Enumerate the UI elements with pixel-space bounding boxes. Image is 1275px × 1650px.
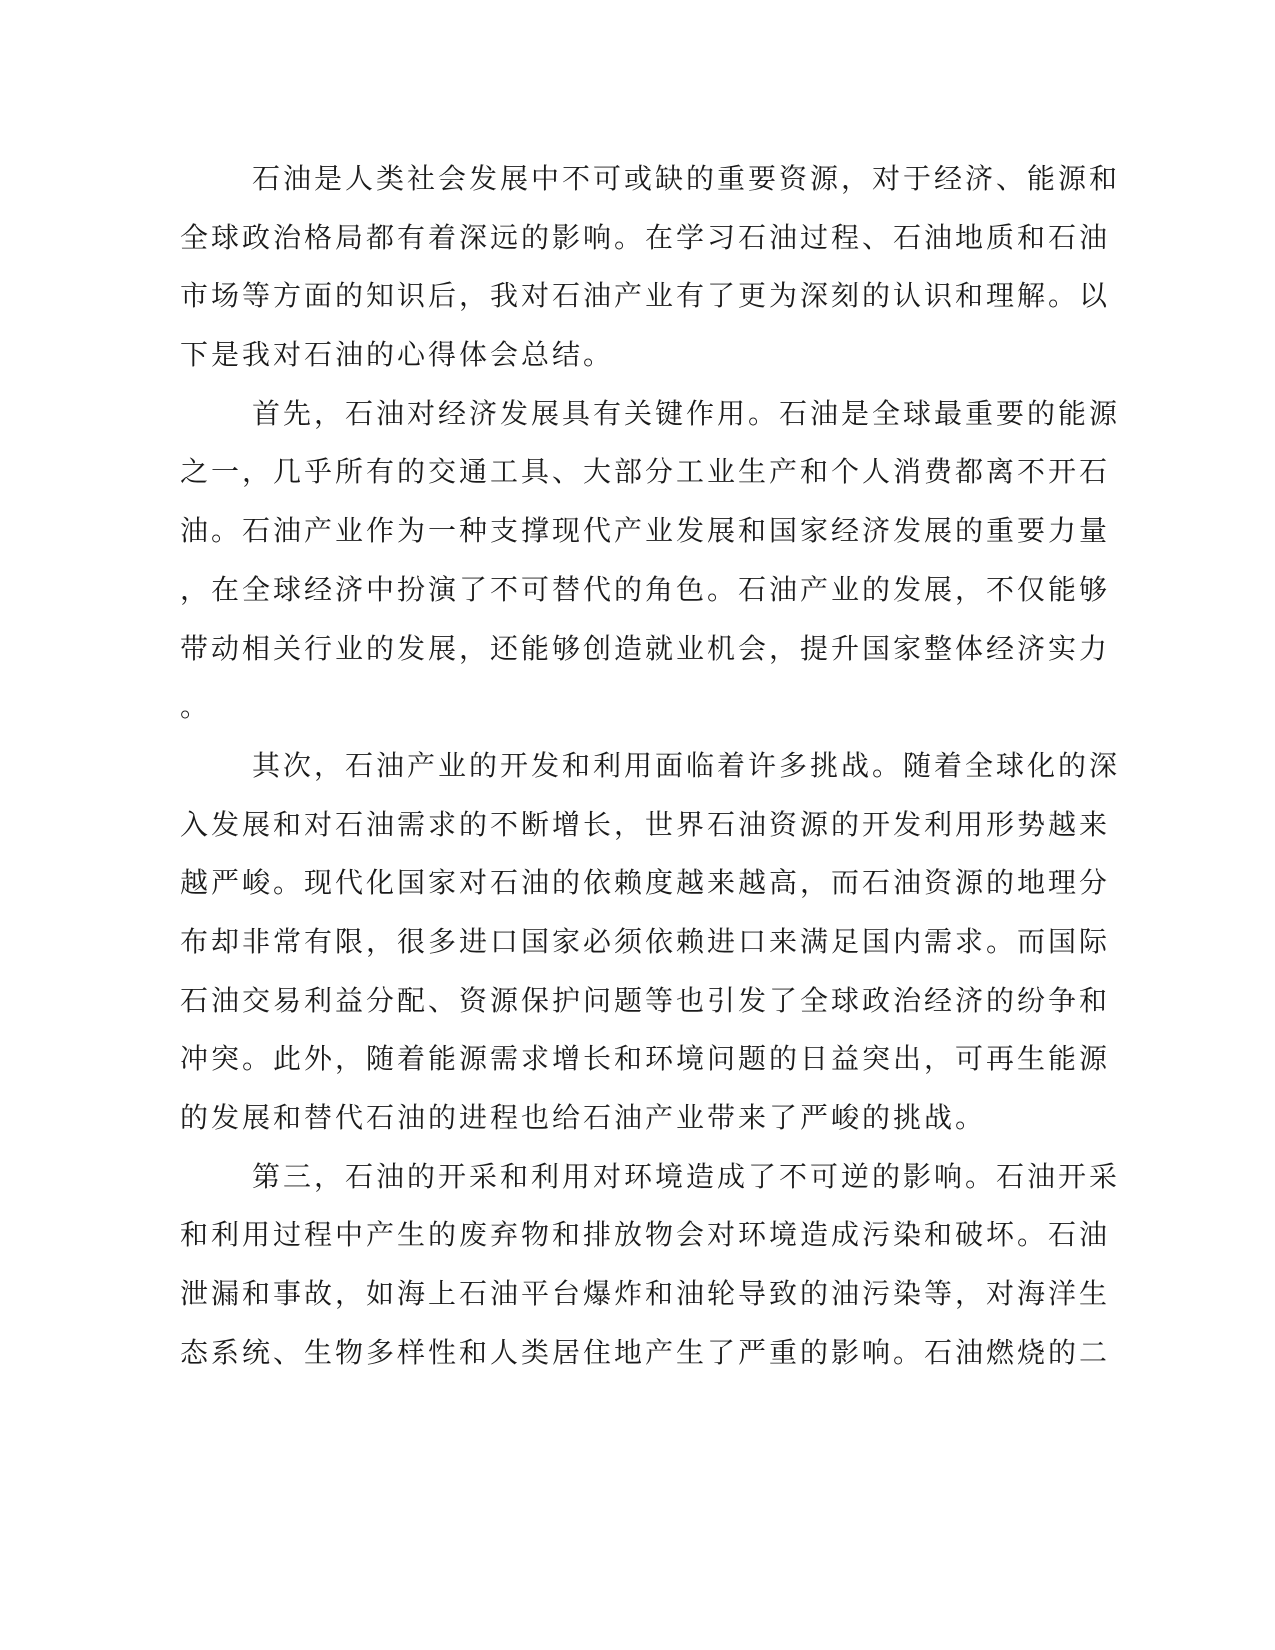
- paragraph-3-line-3: 越严峻。现代化国家对石油的依赖度越来越高，而石油资源的地理分: [180, 866, 1111, 900]
- paragraph-4-line-3: 泄漏和事故，如海上石油平台爆炸和油轮导致的油污染等，对海洋生: [180, 1277, 1111, 1311]
- paragraph-2-line-6: 。: [180, 690, 212, 724]
- paragraph-1-line-4: 下是我对石油的心得体会总结。: [180, 338, 615, 372]
- paragraph-2-line-3: 油。石油产业作为一种支撑现代产业发展和国家经济发展的重要力量: [180, 514, 1111, 548]
- paragraph-3-line-6: 冲突。此外，随着能源需求增长和环境问题的日益突出，可再生能源: [180, 1042, 1111, 1076]
- paragraph-4-line-2: 和利用过程中产生的废弃物和排放物会对环境造成污染和破坏。石油: [180, 1218, 1111, 1252]
- paragraph-1-line-1: 石油是人类社会发展中不可或缺的重要资源，对于经济、能源和: [252, 162, 1121, 195]
- paragraph-3-line-7: 的发展和替代石油的进程也给石油产业带来了严峻的挑战。: [180, 1101, 987, 1134]
- paragraph-2-line-4: ，在全球经济中扮演了不可替代的角色。石油产业的发展，不仅能够: [180, 572, 1111, 606]
- paragraph-3-line-4: 布却非常有限，很多进口国家必须依赖进口来满足国内需求。而国际: [180, 924, 1111, 958]
- paragraph-4-line-4: 态系统、生物多样性和人类居住地产生了严重的影响。石油燃烧的二: [180, 1335, 1111, 1369]
- paragraph-1-line-2: 全球政治格局都有着深远的影响。在学习石油过程、石油地质和石油: [180, 220, 1111, 254]
- paragraph-2-line-1: 首先，石油对经济发展具有关键作用。石油是全球最重要的能源: [252, 396, 1121, 430]
- paragraph-1-line-3: 市场等方面的知识后，我对石油产业有了更为深刻的认识和理解。以: [180, 279, 1111, 313]
- paragraph-2-line-5: 带动相关行业的发展，还能够创造就业机会，提升国家整体经济实力: [180, 631, 1111, 665]
- paragraph-2-line-2: 之一，几乎所有的交通工具、大部分工业生产和个人消费都离不开石: [180, 455, 1111, 489]
- paragraph-3-line-5: 石油交易利益分配、资源保护问题等也引发了全球政治经济的纷争和: [180, 983, 1111, 1017]
- body-text: [180, 150, 1121, 1382]
- paragraph-4-line-1: 第三，石油的开采和利用对环境造成了不可逆的影响。石油开采: [252, 1159, 1121, 1193]
- paragraph-3-line-1: 其次，石油产业的开发和利用面临着许多挑战。随着全球化的深: [252, 748, 1121, 782]
- paragraph-3-line-2: 入发展和对石油需求的不断增长，世界石油资源的开发利用形势越来: [180, 807, 1111, 841]
